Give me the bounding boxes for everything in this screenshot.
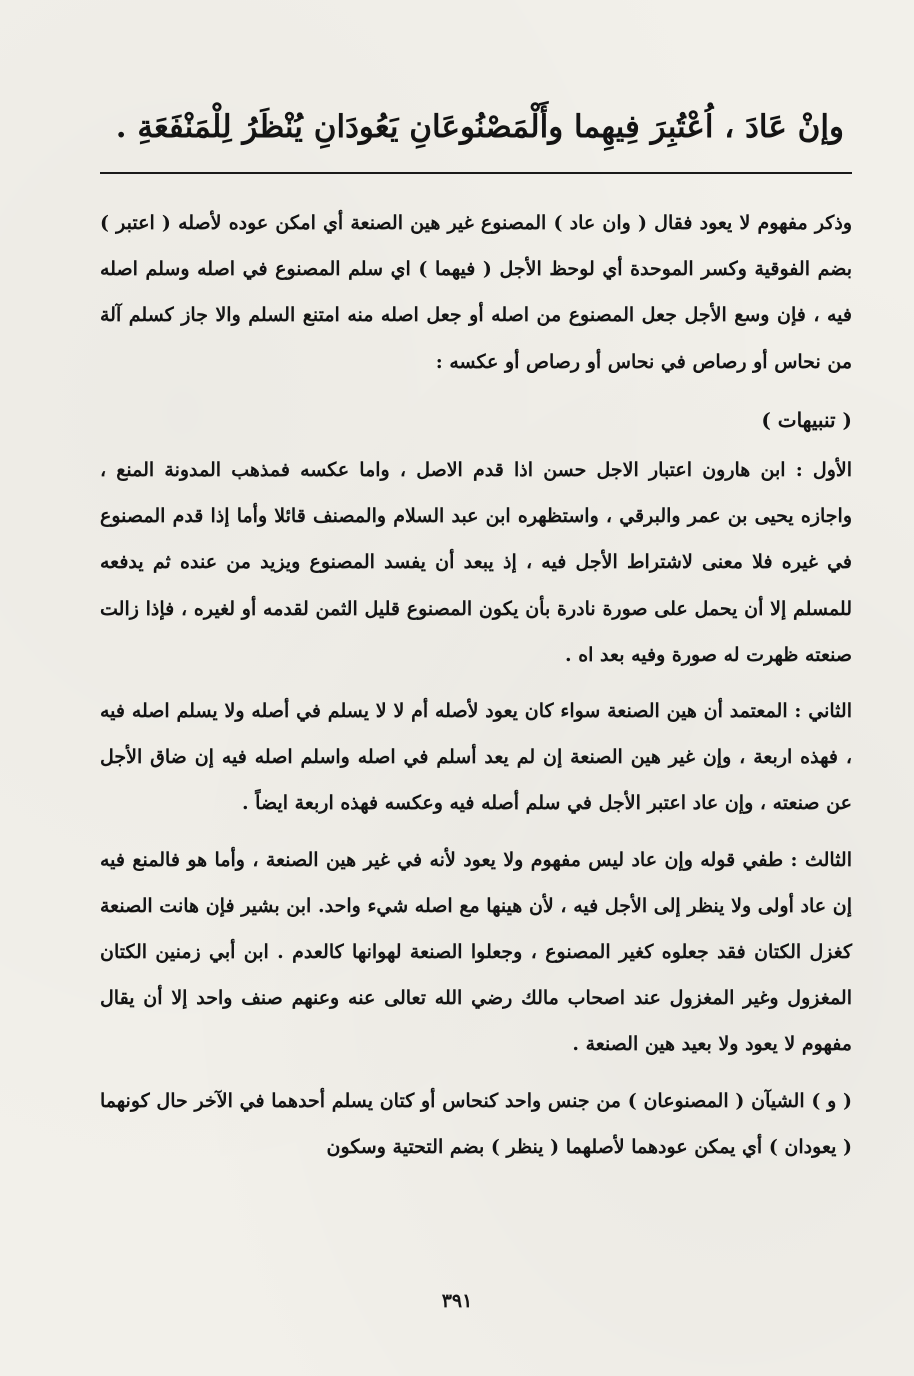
page-number: ٣٩١ [441, 1290, 473, 1312]
section-heading: ( تنبيهات ) [761, 407, 852, 432]
paragraph-third-note: الثالث : طفي قوله وإن عاد ليس مفهوم ولا يعود لأنه في غير هين الصنعة ، وأما هو فالمنع فيه إن عاد أولى ولا ينظر إلى الأجل فيه ، لأن هينها مع اصله شيء واحد. ابن بشير فإن هانت الصنعة كغزل الكتان فقد جعلوه كغير المصنوع ، وجعلوا الصنعة لهوانها كالعدم . ابن أبي زمنين الكتان المغزول وغير المغزول عند اصحاب مالك رضي الله تعالى عنه وعنهم صنف واحد إلا أن يقال مفهوم لا يعود ولا بعيد هين الصنعة . [100, 848, 852, 1056]
paragraph-second-note: الثاني : المعتمد أن هين الصنعة سواء كان يعود لأصله أم لا لا يسلم في أصله ولا يسلم اصله فيه ، فهذه اربعة ، وإن غير هين الصنعة إن لم يعد أسلم في اصله واسلم اصله فيه إن ضاق الأجل عن صنعته ، وإن عاد اعتبر الأجل في سلم أصله فيه وعكسه فهذه اربعة ايضاً . [100, 700, 852, 815]
commentary-body [100, 200, 852, 1170]
header-divider [100, 172, 852, 174]
paragraph-intro: وذكر مفهوم لا يعود فقال ( وان عاد ) المصنوع غير هين الصنعة أي امكن عوده لأصله ( اعتبر ) بضم الفوقية وكسر الموحدة أي لوحظ الأجل ( فيهما ) اي سلم المصنوع في اصله وسلم اصله فيه ، فإن وسع الأجل جعل المصنوع من اصله أو جعل اصله منه امتنع السلم والا جاز كسلم آلة من نحاس أو رصاص في نحاس أو رصاص أو عكسه : [100, 212, 852, 373]
paragraph-first-note: الأول : ابن هارون اعتبار الاجل حسن اذا قدم الاصل ، واما عكسه فمذهب المدونة المنع ، واجازه يحيى بن عمر والبرقي ، واستظهره ابن عبد السلام والمصنف قائلا وأما إذا قدم المصنوع في غيره فلا معنى لاشتراط الأجل فيه ، إذ يبعد أن يفسد المصنوع ويزيد من عنده ثم يدفعه للمسلم إلا أن يحمل على صورة نادرة بأن يكون المصنوع قليل الثمن لقدمه أو لغيره ، فإذا زالت صنعته ظهرت له صورة وفيه بعد اه . [100, 459, 852, 666]
verse-header: وإنْ عَادَ ، اُعْتُبِرَ فِيهِما وأَلْمَصْنُوعَانِ يَعُودَانِ يُنْظَرُ لِلْمَنْفَعَةِ . [115, 109, 844, 145]
paragraph-continuation: ( و ) الشيآن ( المصنوعان ) من جنس واحد كنحاس أو كتان يسلم أحدهما في الآخر حال كونهما ( يعودان ) أي يمكن عودهما لأصلهما ( ينظر ) بضم التحتية وسكون [100, 1089, 852, 1158]
